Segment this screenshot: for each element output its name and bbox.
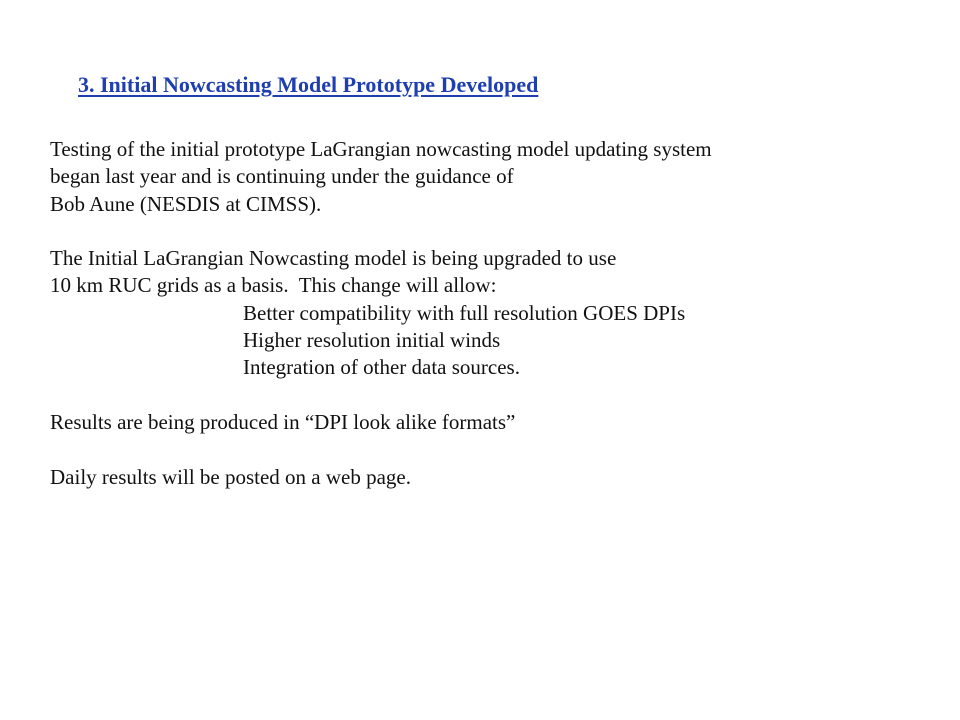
paragraph-1-line-1: Testing of the initial prototype LaGrangian nowcasting model updating system <box>50 137 712 161</box>
blank-line <box>50 436 930 463</box>
paragraph-2-line-2: 10 km RUC grids as a basis. This change will allow: <box>50 273 497 298</box>
blank-line <box>50 382 930 409</box>
slide-body <box>50 136 930 491</box>
paragraph-2-line-1: The Initial LaGrangian Nowcasting model is being upgraded to use <box>50 246 617 271</box>
paragraph-3: Results are being produced in “DPI look alike formats” <box>50 409 516 434</box>
paragraph-1-line-3: Bob Aune (NESDIS at CIMSS). <box>50 191 322 216</box>
paragraph-1-line-2: began last year and is continuing under the guidance of <box>50 164 514 189</box>
slide-title: 3. Initial Nowcasting Model Prototype Developed <box>78 72 539 97</box>
benefit-item: Integration of other data sources. <box>243 355 520 380</box>
benefit-item: Better compatibility with full resolution GOES DPIs <box>243 300 686 325</box>
blank-line <box>50 218 930 245</box>
paragraph-4: Daily results will be posted on a web page. <box>50 464 411 489</box>
benefit-item: Higher resolution initial winds <box>243 328 501 353</box>
